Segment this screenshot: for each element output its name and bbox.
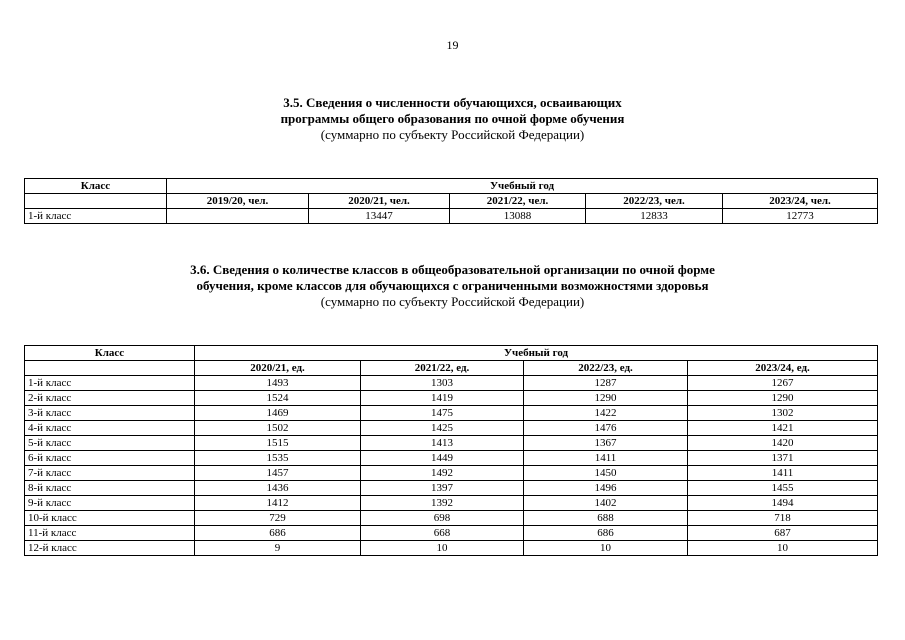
section-3-6-title-line1: 3.6. Сведения о количестве классов в общеобразовательной организации по очной форме: [190, 262, 715, 277]
table1-column-header: 2019/20, чел.: [167, 194, 309, 209]
table2-group-header: Учебный год: [195, 346, 878, 361]
table2-cell: 1535: [195, 451, 361, 466]
table2-column-header: 2022/23, ед.: [524, 361, 688, 376]
table2-cell: 1450: [524, 466, 688, 481]
table2-row: [25, 406, 878, 421]
table2-cell: 1422: [524, 406, 688, 421]
section-3-5-subtitle: (суммарно по субъекту Российской Федерации): [320, 127, 585, 142]
table1-column-header: 2021/22, чел.: [450, 194, 586, 209]
table2-cell: 687: [688, 526, 878, 541]
table2-cell: 718: [688, 511, 878, 526]
students-count-table: [24, 178, 878, 224]
table2-cell: 1371: [688, 451, 878, 466]
table2-row: [25, 376, 878, 391]
table2-cell: 1502: [195, 421, 361, 436]
table2-cell: 1476: [524, 421, 688, 436]
table2-cell: 1515: [195, 436, 361, 451]
table2-cell: 1392: [361, 496, 524, 511]
table2-cell: 686: [524, 526, 688, 541]
table2-row-label: 2-й класс: [25, 391, 195, 406]
table2-cell: 1367: [524, 436, 688, 451]
table2-cell: 686: [195, 526, 361, 541]
section-3-6-subtitle: (суммарно по субъекту Российской Федерации): [320, 294, 585, 309]
section-3-5-heading: [0, 95, 905, 143]
table2-cell: 688: [524, 511, 688, 526]
table1-empty-header: [25, 194, 167, 209]
table2-row: [25, 541, 878, 556]
table2-row-label: 6-й класс: [25, 451, 195, 466]
table1-row: [25, 209, 878, 224]
table1-cell: 12833: [586, 209, 723, 224]
table2-row-label: 4-й класс: [25, 421, 195, 436]
table1-group-header: Учебный год: [167, 179, 878, 194]
section-3-6-heading: [0, 262, 905, 310]
table1-cell: 12773: [723, 209, 878, 224]
table2-empty-header: [25, 361, 195, 376]
table2-row: [25, 481, 878, 496]
table2-row-label: 7-й класс: [25, 466, 195, 481]
table2-row-label: 5-й класс: [25, 436, 195, 451]
table2-cell: 1290: [688, 391, 878, 406]
table2-cell: 1411: [524, 451, 688, 466]
table1-column-headers: [25, 194, 878, 209]
table2-cell: 9: [195, 541, 361, 556]
table2-cell: 1421: [688, 421, 878, 436]
table2-row-label: 1-й класс: [25, 376, 195, 391]
table2-cell: 1397: [361, 481, 524, 496]
table2-cell: 1287: [524, 376, 688, 391]
page-number: 19: [446, 38, 459, 52]
table2-column-header: 2020/21, ед.: [195, 361, 361, 376]
table2-cell: 1493: [195, 376, 361, 391]
section-3-5-title-line1: 3.5. Сведения о численности обучающихся, осваивающих: [283, 95, 622, 110]
table2-cell: 1496: [524, 481, 688, 496]
table2-cell: 1469: [195, 406, 361, 421]
table1-row-header: Класс: [25, 179, 167, 194]
table1-cell: [167, 209, 309, 224]
table2-row: [25, 511, 878, 526]
table2-cell: 1457: [195, 466, 361, 481]
table1-column-header: 2023/24, чел.: [723, 194, 878, 209]
table2-row-label: 9-й класс: [25, 496, 195, 511]
table1-cell: 13088: [450, 209, 586, 224]
table2-column-headers: [25, 361, 878, 376]
table2-cell: 1449: [361, 451, 524, 466]
table2-cell: 698: [361, 511, 524, 526]
table2-row: [25, 421, 878, 436]
table1-cell: 13447: [309, 209, 450, 224]
table2-column-header: 2023/24, ед.: [688, 361, 878, 376]
table2-cell: 1419: [361, 391, 524, 406]
table2-cell: 1475: [361, 406, 524, 421]
table1-column-header: 2022/23, чел.: [586, 194, 723, 209]
section-3-6-title-line2: обучения, кроме классов для обучающихся с ограниченными возможностями здоровья: [196, 278, 709, 293]
table2-cell: 1267: [688, 376, 878, 391]
table2-row: [25, 391, 878, 406]
table2-cell: 729: [195, 511, 361, 526]
table2-row: [25, 496, 878, 511]
table2-cell: 1402: [524, 496, 688, 511]
table2-cell: 1302: [688, 406, 878, 421]
table1-row-label: 1-й класс: [25, 209, 167, 224]
table2-cell: 1455: [688, 481, 878, 496]
table2-row-header: Класс: [25, 346, 195, 361]
table2-row-label: 11-й класс: [25, 526, 195, 541]
section-3-5-title-line2: программы общего образования по очной форме обучения: [280, 111, 625, 126]
table2-cell: 1411: [688, 466, 878, 481]
table2-cell: 10: [688, 541, 878, 556]
classes-count-table: [24, 345, 878, 556]
table2-cell: 1524: [195, 391, 361, 406]
table2-cell: 10: [361, 541, 524, 556]
table2-cell: 1412: [195, 496, 361, 511]
table2-cell: 1303: [361, 376, 524, 391]
table2-row: [25, 436, 878, 451]
table2-row: [25, 451, 878, 466]
table2-row-label: 12-й класс: [25, 541, 195, 556]
table2-cell: 1494: [688, 496, 878, 511]
table2-row-label: 8-й класс: [25, 481, 195, 496]
table2-row: [25, 466, 878, 481]
table2-cell: 1436: [195, 481, 361, 496]
table2-row: [25, 526, 878, 541]
table2-cell: 1413: [361, 436, 524, 451]
table2-cell: 1425: [361, 421, 524, 436]
table2-cell: 668: [361, 526, 524, 541]
table2-cell: 1420: [688, 436, 878, 451]
table2-row-label: 3-й класс: [25, 406, 195, 421]
table2-cell: 10: [524, 541, 688, 556]
table2-row-label: 10-й класс: [25, 511, 195, 526]
table1-column-header: 2020/21, чел.: [309, 194, 450, 209]
table2-column-header: 2021/22, ед.: [361, 361, 524, 376]
table2-cell: 1492: [361, 466, 524, 481]
table2-cell: 1290: [524, 391, 688, 406]
